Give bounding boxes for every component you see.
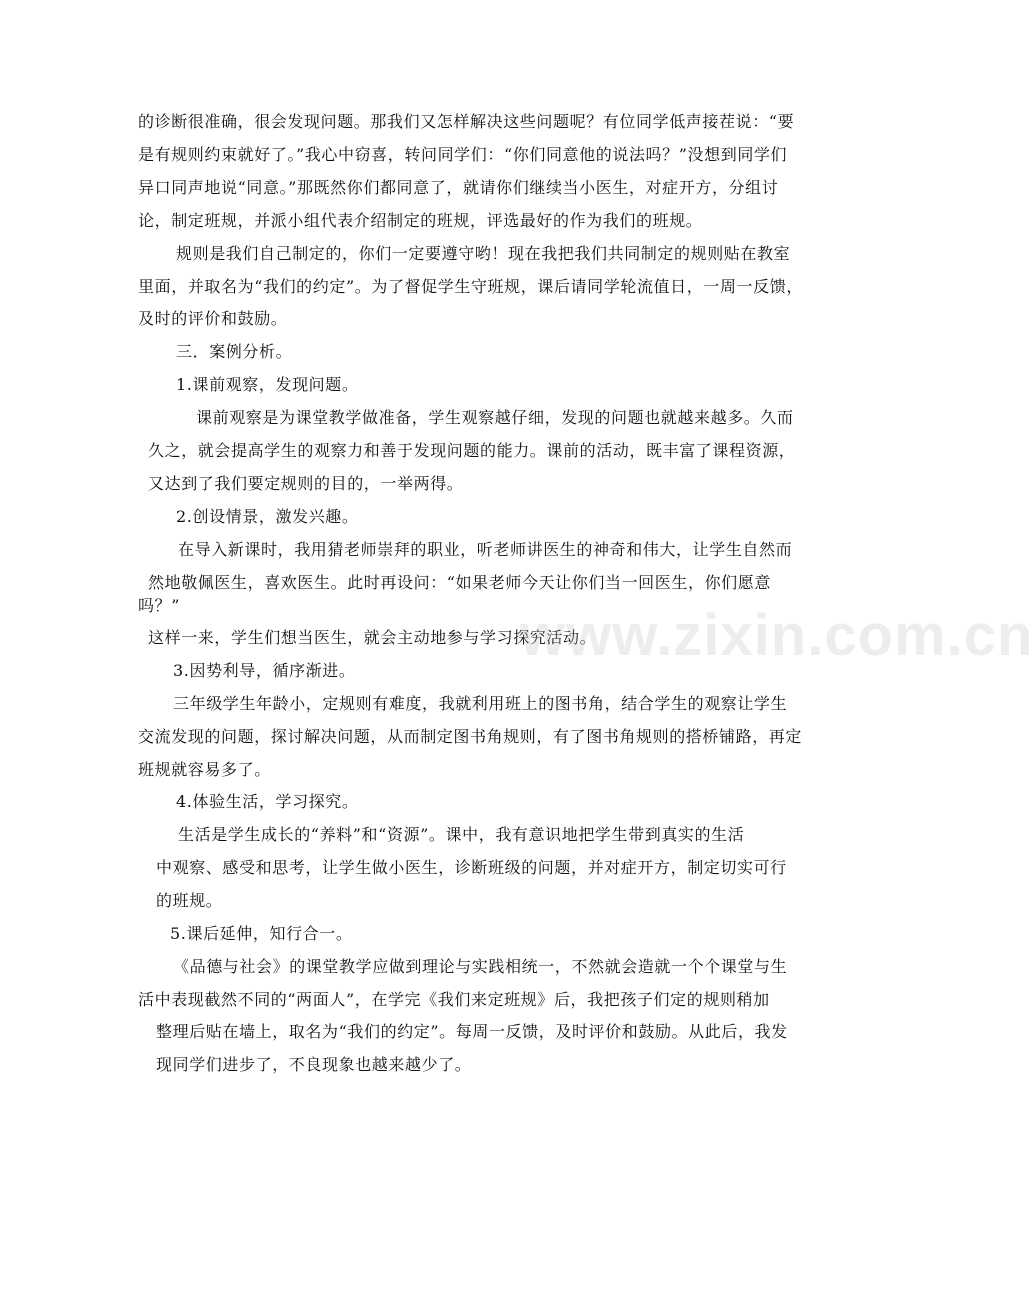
subsection-heading: 1.课前观察，发现问题。 xyxy=(176,375,359,394)
text-line: 吗？” xyxy=(138,596,180,615)
text-line: 是有规则约束就好了。”我心中窃喜，转问同学们：“你们同意他的说法吗？”没想到同学们 xyxy=(138,145,788,164)
text-line: 中观察、感受和思考，让学生做小医生，诊断班级的问题，并对症开方，制定切实可行 xyxy=(156,858,787,877)
text-line: 班规就容易多了。 xyxy=(138,760,271,779)
text-line: 又达到了我们要定规则的目的，一举两得。 xyxy=(148,474,464,493)
text-line: 现同学们进步了，不良现象也越来越少了。 xyxy=(156,1055,472,1074)
text-line: 这样一来，学生们想当医生，就会主动地参与学习探究活动。 xyxy=(148,628,597,647)
text-line: 及时的评价和鼓励。 xyxy=(138,309,288,328)
text-line: 异口同声地说“同意。”那既然你们都同意了，就请你们继续当小医生，对症开方，分组讨 xyxy=(138,178,779,197)
text-line: 久之，就会提高学生的观察力和善于发现问题的能力。课前的活动，既丰富了课程资源， xyxy=(148,441,796,460)
text-line: 的诊断很准确，很会发现问题。那我们又怎样解决这些问题呢？有位同学低声接茬说：“要 xyxy=(138,112,795,131)
text-line: 课前观察是为课堂教学做准备，学生观察越仔细，发现的问题也就越来越多。久而 xyxy=(196,408,794,427)
text-line: 《品德与社会》的课堂教学应做到理论与实践相统一，不然就会造就一个个课堂与生 xyxy=(173,957,788,976)
text-line: 然地敬佩医生，喜欢医生。此时再设问：“如果老师今天让你们当一回医生，你们愿意 xyxy=(148,573,771,592)
subsection-heading: 2.创设情景，激发兴趣。 xyxy=(176,507,359,526)
text-line: 活中表现截然不同的“两面人”，在学完《我们来定班规》后，我把孩子们定的规则稍加 xyxy=(138,990,770,1009)
section-heading: 三．案例分析。 xyxy=(176,342,293,361)
subsection-heading: 3.因势利导，循序渐进。 xyxy=(173,661,356,680)
text-line: 整理后贴在墙上，取名为“我们的约定”。每周一反馈，及时评价和鼓励。从此后，我发 xyxy=(156,1022,788,1041)
subsection-heading: 5.课后延伸，知行合一。 xyxy=(170,924,353,943)
text-line: 里面，并取名为“我们的约定”。为了督促学生守班规，课后请同学轮流值日，一周一反馈， xyxy=(138,277,803,296)
text-line: 交流发现的问题，探讨解决问题，从而制定图书角规则，有了图书角规则的搭桥铺路，再定 xyxy=(138,727,803,746)
text-line: 在导入新课时，我用猜老师崇拜的职业，听老师讲医生的神奇和伟大，让学生自然而 xyxy=(178,540,793,559)
text-line: 的班规。 xyxy=(156,891,223,910)
text-line: 规则是我们自己制定的，你们一定要遵守哟！现在我把我们共同制定的规则贴在教室 xyxy=(176,244,791,263)
text-line: 论，制定班规，并派小组代表介绍制定的班规，评选最好的作为我们的班规。 xyxy=(138,211,703,230)
text-line: 生活是学生成长的“养料”和“资源”。课中，我有意识地把学生带到真实的生活 xyxy=(178,825,745,844)
subsection-heading: 4.体验生活，学习探究。 xyxy=(176,792,359,811)
text-line: 三年级学生年龄小，定规则有难度，我就利用班上的图书角，结合学生的观察让学生 xyxy=(173,694,788,713)
watermark-text: www.zixin.com.cn xyxy=(520,603,1033,668)
